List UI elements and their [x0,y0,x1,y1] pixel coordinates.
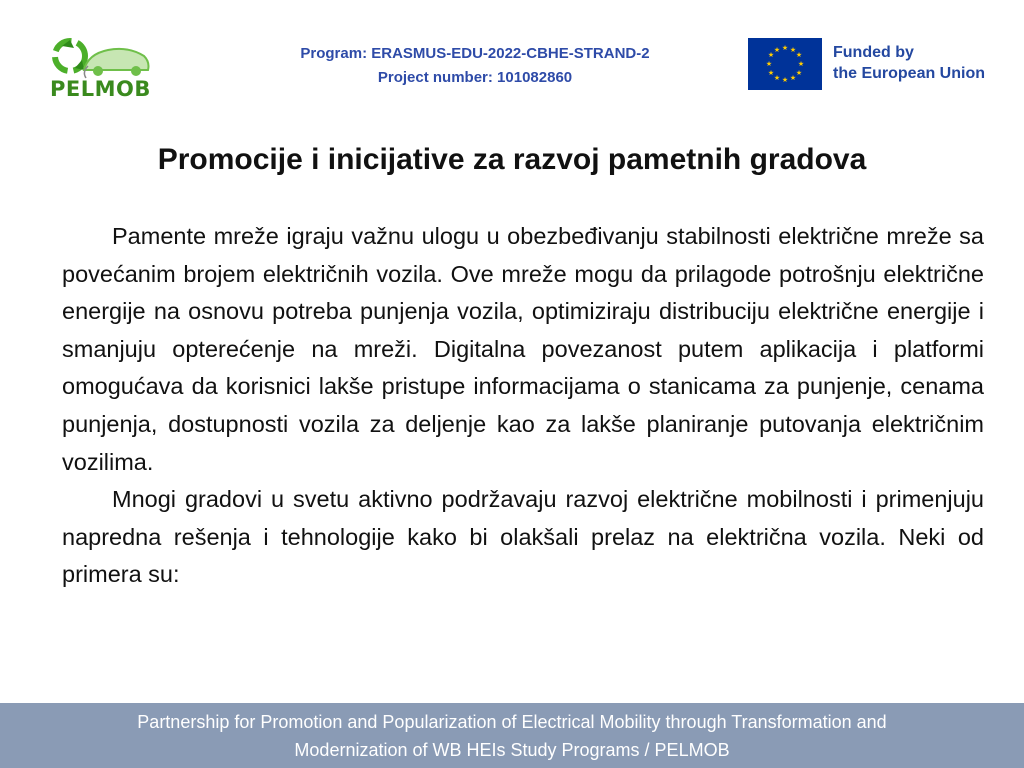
svg-text:★: ★ [795,69,803,77]
program-line: Program: ERASMUS-EDU-2022-CBHE-STRAND-2 [300,45,650,62]
pelmob-logo [48,36,152,100]
footer-line-1: Partnership for Promotion and Popularization of Electrical Mobility through Transformation and [137,712,887,732]
slide-body [62,218,984,594]
eu-line-2: the European Union [833,65,985,82]
footer [0,703,1024,768]
eu-funding-label [833,42,985,84]
paragraph-2: Mnogi gradovi u svetu aktivno podržavaju razvoj električne mobilnosti i primenjuju napredna rešenja i tehnologije kako bi olakšali prelaz na električna vozila. Neki od primera su: [62,486,984,588]
eu-line-1: Funded by [833,44,914,61]
svg-text:★: ★ [795,51,803,59]
logo-text: PELMOB [50,77,151,101]
slide-title: Promocije i inicijative za razvoj pametnih gradova [157,143,867,176]
program-info [255,42,695,90]
svg-text:★: ★ [773,46,781,54]
svg-text:★: ★ [789,74,797,82]
svg-text:★: ★ [765,60,773,68]
paragraph-1: Pamente mreže igraju važnu ulogu u obezbeđivanju stabilnosti električne mreže sa povećanim brojem električnih vozila. Ove mreže mogu da prilagode potrošnju električne energije na osnovu potreba punjenja vozila, optimiziraju distribuciju električne energije i smanjuju opterećenje na mreži. Digitalna povezanost putem aplikacija i platformi omogućava da korisnici lakše pristupe informacijama o stanicama za punjenje, cenama punjenja, dostupnosti vozila za deljenje kao za lakše planiranje putovanja električnim vozilima. [62,223,984,475]
svg-text:★: ★ [781,44,789,52]
svg-text:★: ★ [789,46,797,54]
footer-line-2: Modernization of WB HEIs Study Programs / PELMOB [294,740,730,760]
svg-text:★: ★ [767,51,775,59]
svg-text:★: ★ [773,74,781,82]
svg-text:★: ★ [767,69,775,77]
pelmob-car-recycle-icon [48,36,152,82]
svg-text:★: ★ [781,76,789,84]
eu-flag-icon [748,38,822,90]
project-number-line: Project number: 101082860 [377,69,573,86]
svg-text:★: ★ [797,60,805,68]
